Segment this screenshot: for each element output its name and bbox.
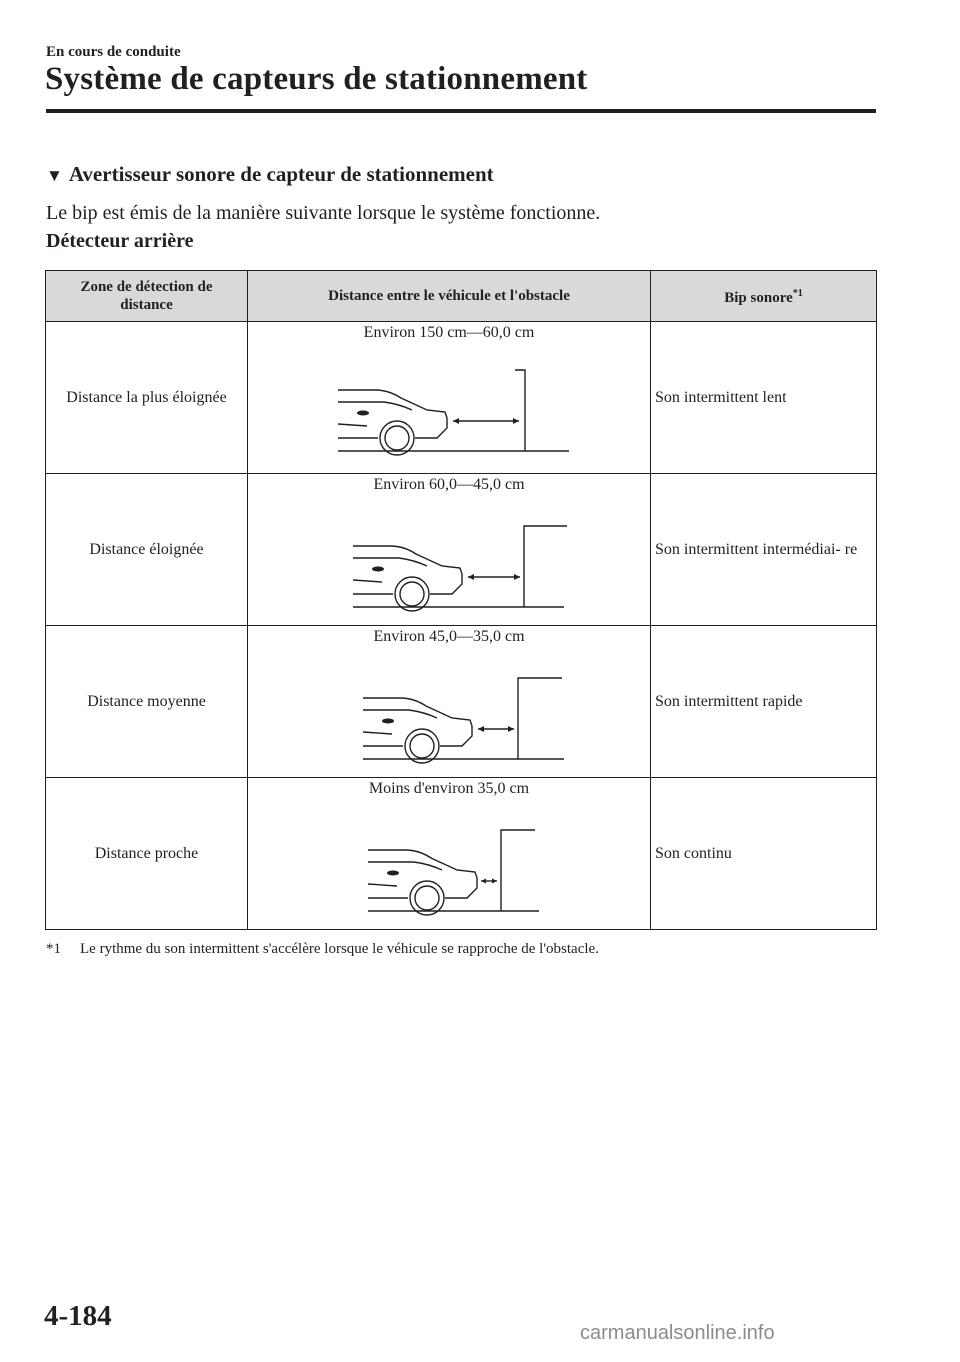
section-heading-text: Avertisseur sonore de capteur de stationnement <box>68 162 494 186</box>
zone-cell: Distance éloignée <box>46 474 248 626</box>
car-body-line <box>368 862 442 870</box>
car-emblem <box>372 567 384 572</box>
car-body-outline <box>338 390 447 438</box>
table-row <box>46 322 877 474</box>
table-row <box>46 778 877 930</box>
car-obstacle-diagram <box>319 798 579 916</box>
car-door-line <box>368 884 397 886</box>
distance-range: Moins d'environ 35,0 cm <box>368 780 530 797</box>
car-obstacle-diagram <box>319 494 579 612</box>
intro-text: Le bip est émis de la manière suivante lorsque le système fonctionne. <box>46 202 601 224</box>
beep-table <box>45 270 877 930</box>
car-emblem <box>357 411 369 416</box>
distance-range: Environ 45,0―35,0 cm <box>373 628 525 645</box>
triangle-down-icon: ▼ <box>46 166 63 185</box>
header-bip-label: Bip sonore <box>724 290 793 306</box>
car-body-line <box>353 558 427 566</box>
header-distance: Distance entre le véhicule et l'obstacle <box>248 271 651 322</box>
obstacle-wall <box>515 370 525 451</box>
car-door-line <box>353 580 382 582</box>
bip-cell: Son intermittent intermédiai- re <box>651 474 877 626</box>
distance-range: Environ 60,0―45,0 cm <box>373 476 525 493</box>
car-body-outline <box>368 850 477 898</box>
page-number: 4-184 <box>44 1300 112 1332</box>
car-wheel-inner <box>410 734 434 758</box>
footnote <box>46 941 599 958</box>
footnote-ref: *1 <box>792 288 803 299</box>
header-zone: Zone de détection de distance <box>46 271 248 322</box>
bip-cell: Son intermittent rapide <box>651 626 877 778</box>
section-heading <box>46 162 494 187</box>
footnote-text: Le rythme du son intermittent s'accélère lorsque le véhicule se rapproche de l'obstacle. <box>80 941 599 957</box>
subheading: Détecteur arrière <box>46 230 194 252</box>
obstacle-wall <box>518 678 562 759</box>
car-obstacle-diagram <box>319 342 579 460</box>
car-wheel-inner <box>415 886 439 910</box>
car-emblem <box>387 871 399 876</box>
zone-cell: Distance la plus éloignée <box>46 322 248 474</box>
car-body-line <box>338 402 412 410</box>
car-body-line <box>363 710 437 718</box>
distance-range: Environ 150 cm―60,0 cm <box>363 324 535 341</box>
car-body-outline <box>363 698 472 746</box>
table-row <box>46 474 877 626</box>
car-wheel-inner <box>385 426 409 450</box>
page-title: Système de capteurs de stationnement <box>45 61 588 97</box>
distance-cell <box>248 322 651 474</box>
obstacle-wall <box>501 830 535 911</box>
bip-cell: Son intermittent lent <box>651 322 877 474</box>
header-bip <box>651 271 877 322</box>
chapter-label: En cours de conduite <box>46 44 181 60</box>
car-body-outline <box>353 546 462 594</box>
table-row <box>46 626 877 778</box>
bip-cell: Son continu <box>651 778 877 930</box>
car-emblem <box>382 719 394 724</box>
car-door-line <box>363 732 392 734</box>
distance-cell <box>248 778 651 930</box>
car-obstacle-diagram <box>319 646 579 764</box>
distance-cell <box>248 626 651 778</box>
obstacle-wall <box>524 526 567 607</box>
watermark[interactable]: carmanualsonline.info <box>580 1322 775 1344</box>
car-wheel-inner <box>400 582 424 606</box>
zone-cell: Distance proche <box>46 778 248 930</box>
zone-cell: Distance moyenne <box>46 626 248 778</box>
table-header-row <box>46 271 877 322</box>
distance-cell <box>248 474 651 626</box>
car-door-line <box>338 424 367 426</box>
title-divider <box>46 109 876 113</box>
footnote-marker: *1 <box>46 941 61 957</box>
